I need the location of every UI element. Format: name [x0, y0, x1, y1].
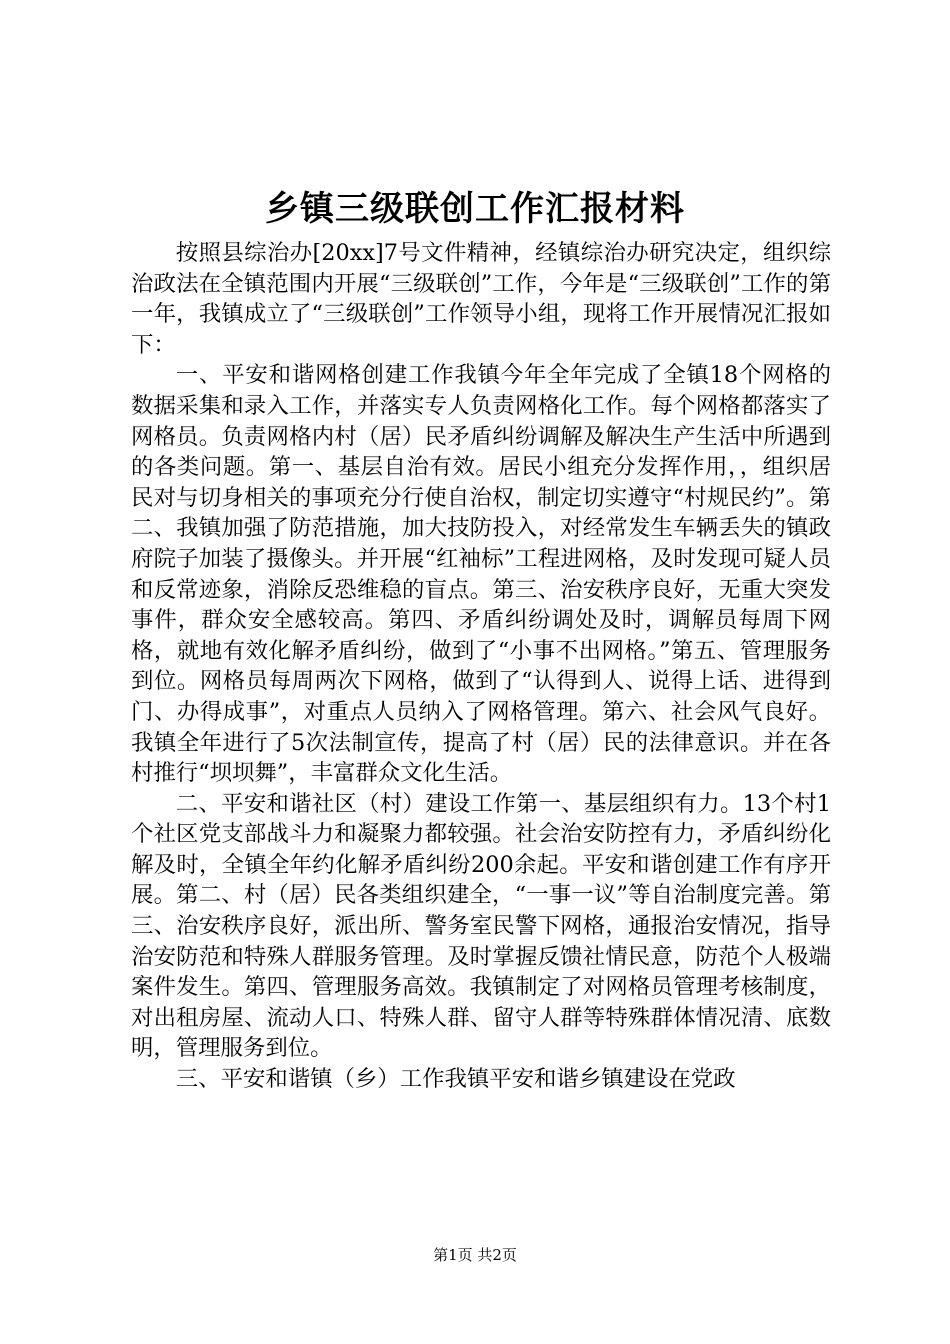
document-body: [131, 238, 831, 1095]
document-title: 乡镇三级联创工作汇报材料: [265, 189, 685, 229]
paragraph-section-1: 一、平安和谐网格创建工作我镇今年全年完成了全镇18个网格的数据采集和录入工作，并落实专人负责网格化工作。每个网格都落实了网格员。负责网格内村（居）民矛盾纠纷调解及解决生产生活中所遇到的各类问题。第一、基层自治有效。居民小组充分发挥作用，，组织居民对与切身相关的事项充分行使自治权，制定切实遵守“村规民约”。第二、我镇加强了防范措施，加大技防投入，对经常发生车辆丢失的镇政府院子加装了摄像头。并开展“红袖标”工程进网格，及时发现可疑人员和反常迹象，消除反恐维稳的盲点。第三、治安秩序良好，无重大突发事件，群众安全感较高。第四、矛盾纠纷调处及时，调解员每周下网格，就地有效化解矛盾纠纷，做到了“小事不出网格。”第五、管理服务到位。网格员每周两次下网格，做到了“认得到人、说得上话、进得到门、办得成事”，对重点人员纳入了网格管理。第六、社会风气良好。我镇全年进行了5次法制宣传，提高了村（居）民的法律意识。并在各村推行“坝坝舞”，丰富群众文化生活。: [131, 362, 831, 787]
paragraph-section-3: 三、平安和谐镇（乡）工作我镇平安和谐乡镇建设在党政: [175, 1066, 736, 1093]
paragraph-section-2: 二、平安和谐社区（村）建设工作第一、基层组织有力。13个村1个社区党支部战斗力和凝聚力都较强。社会治安防控有力，矛盾纠纷化解及时，全镇全年约化解矛盾纠纷200余起。平安和谐创建工作有序开展。第二、村（居）民各类组织建全，“一事一议”等自治制度完善。第三、治安秩序良好，派出所、警务室民警下网格，通报治安情况，指导治安防范和特殊人群服务管理。及时掌握反馈社情民意，防范个人极端案件发生。第四、管理服务高效。我镇制定了对网格员管理考核制度，对出租房屋、流动人口、特殊人群、留守人群等特殊群体情况清、底数明，管理服务到位。: [131, 790, 831, 1062]
page-number-footer: 第1页 共2页: [433, 1246, 517, 1264]
paragraph-intro: 按照县综治办[20xx]7号文件精神，经镇综治办研究决定，组织综治政法在全镇范围内开展“三级联创”工作，今年是“三级联创”工作的第一年，我镇成立了“三级联创”工作领导小组，现将工作开展情况汇报如下：: [131, 240, 831, 358]
